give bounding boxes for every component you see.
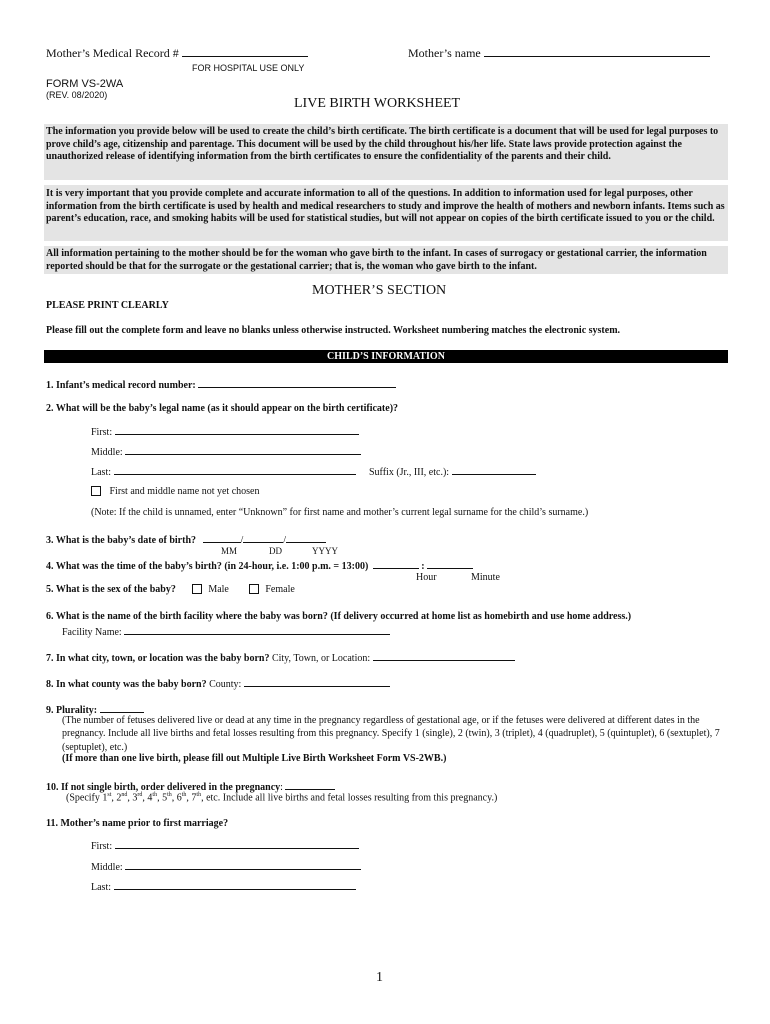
q9-label: 9. Plurality:	[46, 705, 98, 716]
q11-last-row	[91, 879, 356, 893]
dob-dd-label: DD	[269, 546, 282, 556]
q11-middle-label: Middle:	[91, 862, 123, 873]
q2-not-chosen-label: First and middle name not yet chosen	[109, 486, 260, 497]
medical-record-row	[46, 46, 308, 61]
hour-label: Hour	[416, 572, 437, 583]
page-title: LIVE BIRTH WORKSHEET	[294, 96, 461, 111]
q11-first-label: First:	[91, 841, 113, 852]
plurality-field[interactable]	[100, 702, 144, 713]
medical-record-label: Mother’s Medical Record #	[46, 46, 179, 60]
q2-suffix-label: Suffix (Jr., III, etc.):	[369, 467, 450, 478]
q9-bold-note: (If more than one live birth, please fill out Multiple Live Birth Worksheet Form VS-2WB.)	[62, 753, 447, 764]
dob-month-field[interactable]	[203, 532, 241, 543]
infant-medical-record-field[interactable]	[198, 377, 396, 388]
q11-middle-row	[91, 859, 361, 873]
q9-note: (The number of fetuses delivered live or dead at any time in the pregnancy regardless of gestational age, or if the fetuses were delivered at different dates in the pregnancy. Include all live births and fetal losses resulting from this pregnancy. Specify 1 (single), 2 (twin), 3 (triplet), 4 (quadruplet), 5 (quintuplet), 6 (sextuplet), 7 (septuplet), etc.)	[62, 715, 720, 753]
childs-information-label: CHILD’S INFORMATION	[327, 351, 445, 362]
baby-suffix-field[interactable]	[452, 464, 536, 475]
birth-order-field[interactable]	[285, 779, 335, 790]
q1-label: 1. Infant’s medical record number:	[46, 380, 196, 391]
dob-year-field[interactable]	[286, 532, 326, 543]
q2-first-row	[91, 424, 359, 438]
mothers-name-field[interactable]	[484, 46, 710, 57]
q2-note: (Note: If the child is unnamed, enter “Unknown” for first name and mother’s current legal surname for the child’s surname.)	[91, 507, 589, 518]
q8-field-label: County:	[209, 679, 242, 690]
medical-record-field[interactable]	[182, 46, 308, 57]
childs-information-bar	[44, 350, 728, 363]
q2-last-row	[91, 464, 356, 478]
birth-hour-field[interactable]	[373, 558, 419, 569]
q6-facility-label: Facility Name:	[62, 627, 122, 638]
q10-note-post: etc. Include all live births and fetal losses resulting from this pregnancy.)	[206, 792, 498, 804]
county-field[interactable]	[244, 676, 390, 687]
q7-field-label: City, Town, or Location:	[271, 653, 371, 664]
form-revision: (REV. 08/2020)	[46, 90, 108, 100]
dob-day-field[interactable]	[243, 532, 283, 543]
q10-note: (Specify 1st, 2nd, 3rd, 4th, 5th, 6th, 7th, etc. Include all live births and fetal losses resulting from this pregnancy.)	[66, 792, 498, 804]
section-title: MOTHER’S SECTION	[312, 283, 447, 298]
baby-last-name-field[interactable]	[114, 464, 356, 475]
q3-row: 3. What is the baby’s date of birth? / /	[46, 532, 326, 546]
maiden-first-name-field[interactable]	[115, 838, 359, 849]
q10-note-pre: (Specify 1	[66, 792, 108, 804]
q10-label: 10. If not single birth, order delivered in the pregnancy	[46, 782, 281, 793]
intro-paragraph-2: It is very important that you provide complete and accurate information to all of the questions. In addition to information used for legal purposes, other information from the birth certificate is used by health and medical researchers to study and improve the health of mothers and newborn infants. Items such as parent’s education, race, and smoking habits will be used for statistical studies, but will not appear on copies of the birth certificate issued to you or the child.	[46, 188, 725, 225]
q11-label: 11. Mother’s name prior to first marriage?	[46, 818, 229, 829]
dob-yyyy-label: YYYY	[312, 546, 338, 556]
q5-label: 5. What is the sex of the baby?	[46, 584, 176, 595]
birth-minute-field[interactable]	[427, 558, 473, 569]
q2-last-label: Last:	[91, 467, 111, 478]
q10-row: 10. If not single birth, order delivered in the pregnancy:	[46, 779, 335, 793]
instructions: Please fill out the complete form and leave no blanks unless otherwise instructed. Worksheet numbering matches the electronic system.	[46, 325, 621, 336]
male-label: Male	[208, 584, 229, 595]
q7-label: 7. In what city, town, or location was the baby born?	[46, 653, 270, 664]
q2-middle-label: Middle:	[91, 447, 123, 458]
intro-paragraph-1: The information you provide below will be used to create the child’s birth certificate. The birth certificate is a document that will be used for legal purposes to prove child’s age, citizenship and parentage. This document will be used by the child throughout his/her life. State laws provide protection against the unauthorized release of identifying information from the birth certificates to ensure the confidentiality of the parents and their child.	[46, 126, 719, 163]
mothers-name-row	[408, 46, 710, 61]
female-checkbox[interactable]	[249, 584, 259, 594]
q3-label: 3. What is the baby’s date of birth?	[46, 535, 197, 546]
form-id: FORM VS-2WA	[46, 78, 124, 90]
q11-last-label: Last:	[91, 882, 111, 893]
not-chosen-checkbox[interactable]	[91, 486, 101, 496]
female-label: Female	[265, 584, 295, 595]
q6-label: 6. What is the name of the birth facility where the baby was born? (If delivery occurred at home list as homebirth and use home address.)	[46, 611, 632, 622]
q8-row	[46, 676, 390, 690]
intro-paragraph-3: All information pertaining to the mother should be for the woman who gave birth to the infant. In cases of surrogacy or gestational carrier, the information reported should be that for the surrogate or the gestational carrier; that is, the woman who gave birth to the infant.	[46, 248, 707, 272]
maiden-middle-name-field[interactable]	[125, 859, 361, 870]
q2-not-chosen-row	[91, 486, 259, 497]
male-checkbox[interactable]	[192, 584, 202, 594]
mothers-name-label: Mother’s name	[408, 46, 481, 60]
q2-suffix-row	[369, 464, 536, 478]
city-field[interactable]	[373, 650, 515, 661]
q7-row	[46, 650, 515, 664]
q4-row: 4. What was the time of the baby’s birth? (in 24-hour, i.e. 1:00 p.m. = 13:00) :	[46, 558, 473, 572]
q6-facility-row	[62, 624, 390, 638]
print-clearly: PLEASE PRINT CLEARLY	[46, 300, 169, 311]
hospital-use-note: FOR HOSPITAL USE ONLY	[192, 63, 305, 73]
q2-first-label: First:	[91, 427, 113, 438]
q8-label: 8. In what county was the baby born?	[46, 679, 207, 690]
q5-row	[46, 584, 295, 595]
dob-mm-label: MM	[221, 546, 238, 556]
q2-label: 2. What will be the baby’s legal name (as it should appear on the birth certificate)?	[46, 403, 399, 414]
q4-label: 4. What was the time of the baby’s birth? (in 24-hour, i.e. 1:00 p.m. = 13:00)	[46, 561, 369, 572]
q1-row	[46, 377, 396, 391]
minute-label: Minute	[471, 572, 500, 583]
q11-first-row	[91, 838, 359, 852]
maiden-last-name-field[interactable]	[114, 879, 356, 890]
facility-name-field[interactable]	[124, 624, 390, 635]
page-number: 1	[376, 970, 383, 985]
baby-middle-name-field[interactable]	[125, 444, 361, 455]
baby-first-name-field[interactable]	[115, 424, 359, 435]
q2-middle-row	[91, 444, 361, 458]
